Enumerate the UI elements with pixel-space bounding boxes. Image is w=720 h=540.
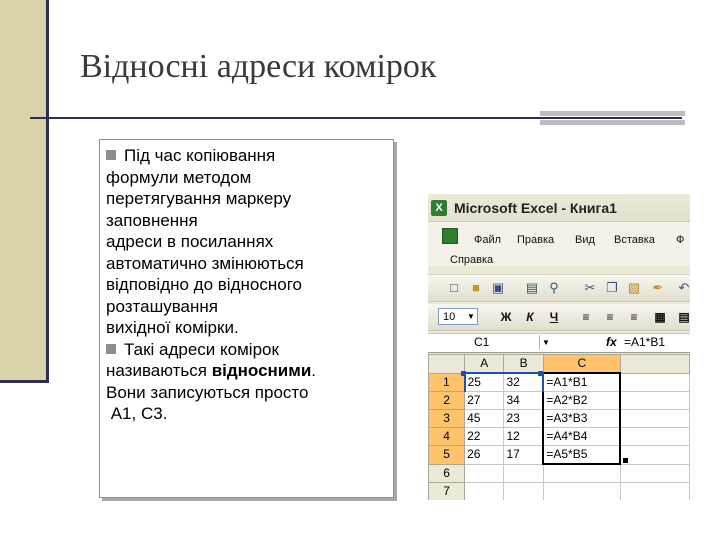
cell-a5[interactable]: 26 [465, 446, 504, 465]
menu-file[interactable]: Файл [474, 234, 502, 246]
menu-edit[interactable]: Правка [517, 234, 555, 246]
menu-view[interactable]: Вид [575, 234, 595, 246]
save-icon[interactable]: ▣ [491, 280, 505, 295]
left-band-bottom-line [0, 380, 49, 383]
undo-icon[interactable]: ↶ [678, 280, 690, 295]
bold-term: відносними [211, 361, 312, 380]
cell-d6[interactable] [620, 464, 689, 483]
cell-d2[interactable] [620, 392, 689, 410]
column-header-row [429, 355, 690, 374]
paragraph-line: формули методом [106, 167, 252, 187]
square-bullet-icon [106, 344, 116, 354]
cell-d4[interactable] [620, 428, 689, 446]
title-accent-bar [540, 120, 685, 125]
format-painter-icon[interactable]: ✒ [652, 280, 664, 295]
cell-a2[interactable]: 27 [465, 392, 504, 410]
align-center-icon[interactable]: ≡ [606, 310, 614, 324]
excel-window [428, 194, 690, 500]
reference-handle [538, 371, 543, 376]
row-header[interactable]: 6 [429, 464, 465, 483]
cell-d1[interactable] [620, 373, 689, 392]
cell-c5[interactable]: =A5*B5 [543, 446, 620, 465]
chevron-down-icon[interactable]: ▼ [467, 312, 475, 321]
copy-icon[interactable]: ❐ [606, 280, 618, 295]
print-icon[interactable]: ▤ [525, 280, 539, 295]
paragraph-text: Такі адреси комірок [124, 339, 279, 359]
spreadsheet-grid [428, 354, 690, 500]
explanation-textbox [99, 139, 394, 498]
paragraph-line: розташування [106, 296, 218, 316]
left-band-divider [46, 0, 49, 382]
cell-a4[interactable]: 22 [465, 428, 504, 446]
paragraph-line: А1, С3. [106, 404, 168, 423]
paragraph-line [106, 145, 390, 167]
table-row [429, 428, 690, 446]
table-row [429, 446, 690, 465]
excel-logo-icon: X [431, 200, 447, 216]
cell-d3[interactable] [620, 410, 689, 428]
row-header[interactable]: 4 [429, 428, 465, 446]
currency-icon[interactable]: ▤ [678, 310, 690, 324]
menubar [428, 222, 690, 266]
table-row [429, 373, 690, 392]
menu-format[interactable]: Ф [676, 234, 685, 246]
title-accent-bar [540, 111, 685, 116]
chevron-down-icon[interactable]: ▼ [542, 338, 550, 347]
row-header[interactable]: 3 [429, 410, 465, 428]
cell-c4[interactable]: =A4*B4 [543, 428, 620, 446]
function-icon[interactable]: fx [606, 335, 617, 349]
paragraph-line: вихідної комірки. [106, 318, 239, 337]
table-row [429, 392, 690, 410]
name-box[interactable]: C1 [430, 335, 540, 350]
paragraph-line: відповідно до відносного [106, 275, 302, 294]
cell-c2[interactable]: =A2*B2 [543, 392, 620, 410]
cell-b4[interactable]: 12 [504, 428, 543, 446]
formatting-toolbar [428, 304, 690, 331]
menu-insert[interactable]: Вставка [614, 234, 655, 246]
cell-c6[interactable] [543, 464, 620, 483]
font-size-value: 10 [443, 311, 456, 323]
cell-b7[interactable] [504, 483, 543, 501]
row-header[interactable]: 2 [429, 392, 465, 410]
column-header-d[interactable] [620, 355, 689, 374]
cell-d5[interactable] [620, 446, 689, 465]
cell-b6[interactable] [504, 464, 543, 483]
menu-help[interactable]: Справка [450, 254, 494, 266]
slide-title: Відносні адреси комірок [80, 48, 437, 85]
row-header[interactable]: 7 [429, 483, 465, 501]
table-row [429, 410, 690, 428]
paragraph-line [106, 339, 390, 361]
fill-handle[interactable] [623, 458, 628, 463]
paragraph-line: Вони записуються просто [106, 382, 309, 402]
paragraph-text: . [311, 361, 317, 380]
square-bullet-icon [106, 150, 116, 160]
cell-b5[interactable]: 17 [504, 446, 543, 465]
paragraph-line: заповнення [106, 210, 198, 230]
cell-a1[interactable]: 25 [465, 373, 504, 392]
paragraph-line: автоматично змінюються [106, 253, 304, 273]
paste-icon[interactable]: ▧ [627, 280, 641, 295]
paragraph-line: перетягування маркеру [106, 189, 292, 208]
cell-b1[interactable]: 32 [504, 373, 543, 392]
reference-handle [461, 371, 466, 376]
row-header[interactable]: 1 [429, 373, 465, 392]
cell-d7[interactable] [620, 483, 689, 501]
paragraph-text: Під час копіювання [124, 146, 276, 165]
explanation-text [106, 145, 390, 425]
title-underline [30, 117, 682, 119]
column-header-a[interactable]: A [465, 355, 504, 374]
italic-button[interactable]: К [526, 310, 534, 324]
column-header-b[interactable]: B [504, 355, 543, 374]
document-icon [442, 228, 458, 244]
align-left-icon[interactable]: ≡ [582, 310, 590, 324]
table-row [429, 483, 690, 501]
formula-input[interactable]: =A1*B1 [624, 335, 666, 349]
print-preview-icon[interactable]: ⚲ [549, 280, 559, 295]
cell-a7[interactable] [465, 483, 504, 501]
table-row [429, 464, 690, 483]
excel-titlebar [428, 194, 690, 222]
column-header-c[interactable]: C [543, 355, 620, 374]
cut-icon[interactable]: ✂ [584, 280, 596, 295]
window-title: Microsoft Excel - Книга1 [454, 200, 617, 216]
merge-center-icon[interactable]: ▦ [654, 310, 666, 324]
cell-c7[interactable] [543, 483, 620, 501]
new-document-icon[interactable]: □ [450, 280, 458, 295]
paragraph-line [106, 360, 390, 382]
cell-b2[interactable]: 34 [504, 392, 543, 410]
cell-c1[interactable]: =A1*B1 [543, 373, 620, 392]
align-right-icon[interactable]: ≡ [630, 310, 638, 324]
cell-b3[interactable]: 23 [504, 410, 543, 428]
paragraph-line: адреси в посиланнях [106, 232, 274, 251]
paragraph-text: називаються [106, 361, 212, 380]
select-all-corner[interactable] [429, 355, 465, 374]
row-header[interactable]: 5 [429, 446, 465, 465]
underline-button[interactable]: Ч [549, 310, 559, 324]
open-folder-icon[interactable]: ■ [472, 280, 480, 295]
standard-toolbar [428, 274, 690, 302]
cell-a3[interactable]: 45 [465, 410, 504, 428]
bold-button[interactable]: Ж [500, 310, 512, 324]
cell-c3[interactable]: =A3*B3 [543, 410, 620, 428]
font-size-select[interactable] [438, 308, 478, 325]
left-decorative-band [0, 0, 46, 382]
formula-bar [428, 333, 690, 353]
cell-a6[interactable] [465, 464, 504, 483]
